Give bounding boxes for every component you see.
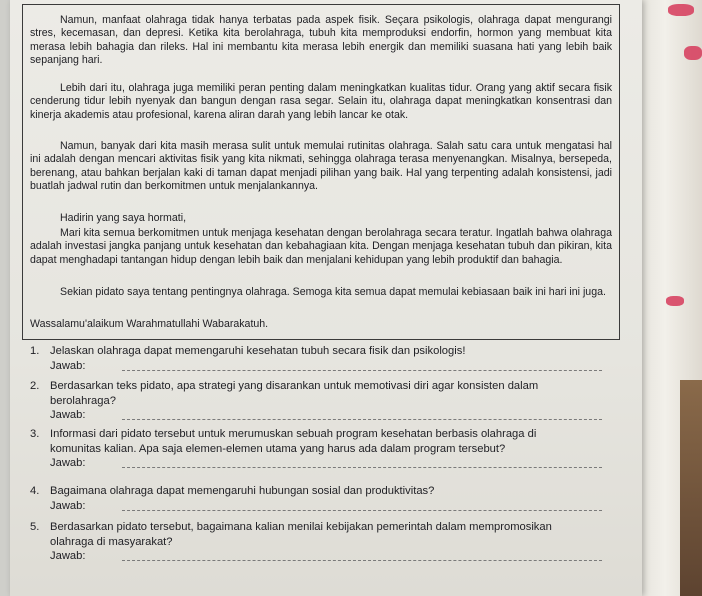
answer-label: Jawab:	[50, 409, 86, 421]
pink-marker-decoration	[666, 296, 684, 306]
answer-label: Jawab:	[50, 457, 86, 469]
answer-line[interactable]	[122, 510, 602, 511]
question-1: 1. Jelaskan olahraga dapat memengaruhi kesehatan tubuh secara fisik dan psikologis! Jawab:	[30, 344, 630, 373]
answer-label: Jawab:	[50, 359, 86, 372]
passage-paragraph-1: Namun, manfaat olahraga tidak hanya terbatas pada aspek fisik. Seçara psikologis, olahraga dapat mengurangi stres, kecemasan, dan depresi. Ketika kita berolahraga, tubuh kita memproduksi endorfin, hormon yang membuat kita merasa lebih bahagia dan rileks. Hal ini membantu kita merasa lebih energik dan memiliki suasana hati yang lebih baik sepanjang hari.	[30, 14, 612, 67]
passage-greeting: Hadirin yang saya hormati,	[60, 212, 187, 224]
pink-marker-decoration	[668, 4, 694, 16]
passage-paragraph-3: Namun, banyak dari kita masih merasa sulit untuk memulai rutinitas olahraga. Salah satu cara untuk mengatasi hal ini adalah dengan mencari aktivitas fisik yang kita nikmati, sehingga olahraga terasa menyenangkan. Misalnya, bersepeda, berenang, atau bahkan berjalan kaki di taman dapat menjadi pilihan yang baik. Hal yang terpenting adalah konsistensi, jadi buatlah jadwal rutin dan berkomitmen untuk menjalankannya.	[30, 140, 612, 193]
answer-line[interactable]	[122, 419, 602, 420]
passage-paragraph-5: Mari kita semua berkomitmen untuk menjaga kesehatan dengan berolahraga secara teratur. Ingatlah bahwa olahraga adalah investasi jangka panjang untuk kesehatan dan kebahagiaan kita. Dengan menjaga kesehatan tubuh dan pikiran, kita dapat menghadapi tantangan hidup dengan lebih baik dan menjalani kehidupan yang lebih produktif dan bahagia.	[30, 227, 612, 266]
passage-paragraph-6: Sekian pidato saya tentang pentingnya olahraga. Semoga kita semua dapat memulai kebiasaan baik ini hari ini juga.	[60, 286, 606, 298]
question-3: 3. Informasi dari pidato tersebut untuk merumuskan sebuah program kesehatan berbasis olahraga di komunitas kalian. Apa saja elemen-elemen utama yang harus ada dalam program tersebut? Jawab:	[30, 427, 630, 470]
answer-label: Jawab:	[50, 550, 86, 562]
answer-line[interactable]	[122, 467, 602, 468]
answer-line[interactable]	[122, 560, 602, 561]
answer-line[interactable]	[122, 370, 602, 371]
passage-paragraph-2: Lebih dari itu, olahraga juga memiliki peran penting dalam meningkatkan kualitas tidur. Orang yang aktif secara fisik cenderung tidur lebih nyenyak dan bangun dengan rasa segar. Selain itu, olahraga dapat meningkatkan konsentrasi dan kinerja akademis atau profesional, karena aliran darah yang lebih lancar ke otak.	[30, 82, 612, 121]
question-4: 4. Bagaimana olahraga dapat memengaruhi hubungan sosial dan produktivitas? Jawab:	[30, 484, 630, 513]
answer-label: Jawab:	[50, 499, 86, 512]
question-5: 5. Berdasarkan pidato tersebut, bagaimana kalian menilai kebijakan pemerintah dalam mempromosikan olahraga di masyarakat? Jawab:	[30, 520, 630, 563]
background-edge	[680, 380, 702, 596]
passage-closing: Wassalamu'alaikum Warahmatullahi Wabarakatuh.	[30, 318, 269, 330]
pink-marker-decoration	[684, 46, 702, 60]
question-2: 2. Berdasarkan teks pidato, apa strategi yang disarankan untuk memotivasi diri agar konsisten dalam berolahraga? Jawab:	[30, 379, 630, 422]
